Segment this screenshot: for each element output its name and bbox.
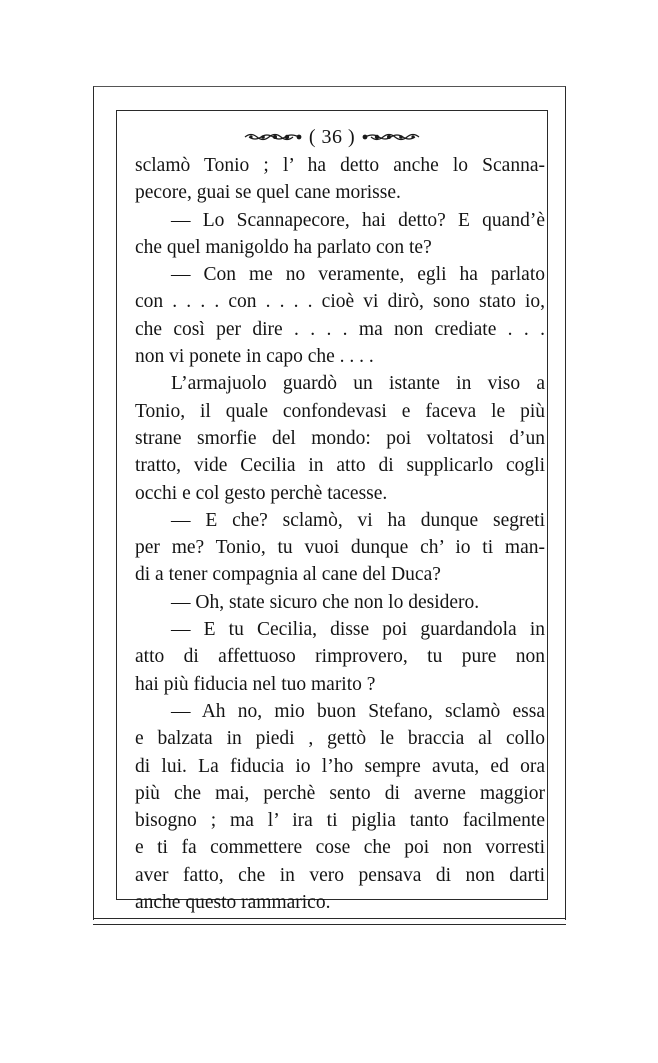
text-line: e ti fa commettere cose che poi non vorresti: [135, 837, 545, 859]
bottom-rule-thick: [93, 918, 566, 919]
text-line: che quel manigoldo ha parlato con te?: [135, 236, 432, 258]
text-line: tratto, vide Cecilia in atto di supplicarlo cogli: [135, 455, 545, 477]
text-line: con . . . . con . . . . cioè vi dirò, sono stato io,: [135, 291, 545, 313]
text-line: e balzata in piedi , gettò le braccia al collo: [135, 728, 545, 750]
left-ornament-icon: [243, 130, 305, 144]
page-number: ( 36 ): [308, 125, 356, 148]
text-line: più che mai, perchè sento di averne maggior: [135, 782, 545, 804]
text-line: pecore, guai se quel cane morisse.: [135, 182, 401, 204]
text-line: sclamò Tonio ; l’ ha detto anche lo Scanna-: [135, 155, 545, 176]
text-line: che così per dire . . . . ma non crediate . . .: [135, 318, 545, 340]
text-line: non vi ponete in capo che . . . .: [135, 346, 374, 368]
text-line: anche questo rammarico.: [135, 892, 331, 914]
text-line: Tonio, il quale confondevasi e faceva le più: [135, 400, 545, 422]
text-line: aver fatto, che in vero pensava di non darti: [135, 864, 545, 886]
right-ornament-icon: [359, 130, 421, 144]
text-line: L’armajuolo guardò un istante in viso a: [171, 373, 545, 395]
text-line: per me? Tonio, tu vuoi dunque ch’ io ti man-: [135, 537, 545, 559]
text-line: bisogno ; ma l’ ira ti piglia tanto facilmente: [135, 810, 545, 832]
text-body: [135, 152, 545, 916]
page-header: [116, 122, 548, 152]
text-line: hai più fiducia nel tuo marito ?: [135, 673, 376, 695]
text-line: occhi e col gesto perchè tacesse.: [135, 482, 388, 504]
text-line: strane smorfie del mondo: poi voltatosi d’un: [135, 427, 545, 449]
text-line: — E che? sclamò, vi ha dunque segreti: [171, 509, 545, 531]
text-line: atto di affettuoso rimprovero, tu pure non: [135, 646, 545, 668]
bottom-rule-thin: [93, 924, 566, 925]
text-line: — Con me no veramente, egli ha parlato: [171, 264, 545, 286]
text-line: — Lo Scannapecore, hai detto? E quand’è: [171, 209, 545, 231]
text-line: — Ah no, mio buon Stefano, sclamò essa: [171, 700, 545, 722]
text-line: di lui. La fiducia io l’ho sempre avuta, ed ora: [135, 755, 545, 777]
text-line: — E tu Cecilia, disse poi guardandola in: [171, 619, 545, 641]
text-line: — Oh, state sicuro che non lo desidero.: [171, 591, 480, 613]
text-line: di a tener compagnia al cane del Duca?: [135, 564, 441, 586]
